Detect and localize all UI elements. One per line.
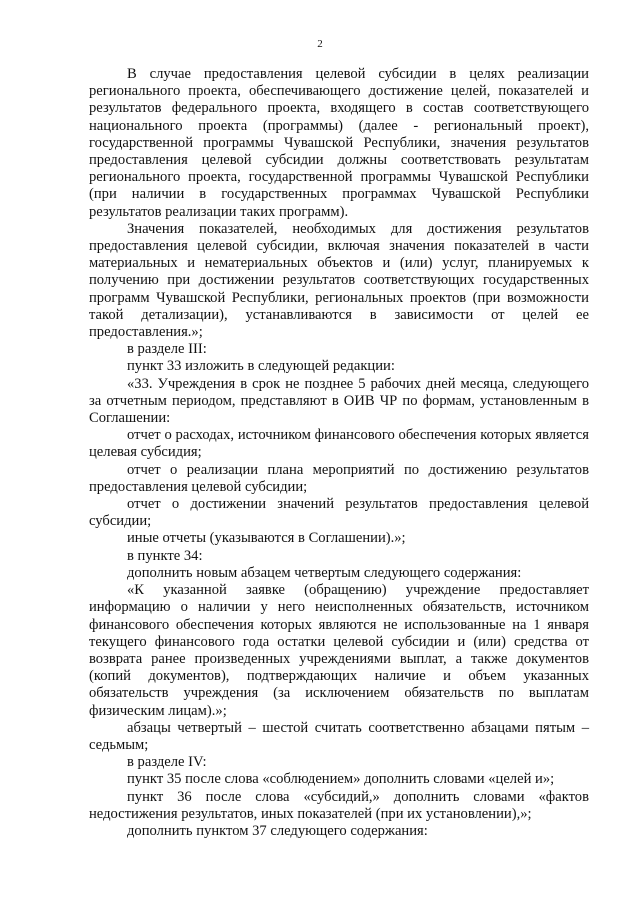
paragraph: дополнить пунктом 37 следующего содержания: <box>127 822 428 839</box>
paragraph: в разделе III: <box>127 341 207 358</box>
paragraph: иные отчеты (указываются в Соглашении).»; <box>127 530 406 547</box>
paragraph: «33. Учреждения в срок не позднее 5 рабочих дней месяца, следующего за отчетным периодом, представляют в ОИВ ЧР по формам, установленным в Соглашении: <box>89 375 589 427</box>
paragraph: Значения показателей, необходимых для достижения результатов предоставления целевой субсидии, включая значения показателей в части материальных и нематериальных объектов и (или) услуг, планируемых к получению при достижении результатов соответствующих государственных программ Чувашской Республики, региональных проектов (при возможности такой детализации), устанавливаются в зависимости от целей ее предоставления.»; <box>89 220 589 341</box>
paragraph: абзацы четвертый – шестой считать соответственно абзацами пятым – седьмым; <box>89 719 589 753</box>
paragraph: отчет о достижении значений результатов предоставления целевой субсидии; <box>89 496 589 530</box>
paragraph: дополнить новым абзацем четвертым следующего содержания: <box>127 564 522 581</box>
paragraph: пункт 36 после слова «субсидий,» дополнить словами «фактов недостижения результатов, иных показателей (при их установлении),»; <box>89 788 589 822</box>
page-number: 2 <box>317 38 323 50</box>
paragraph: отчет о реализации плана мероприятий по достижению результатов предоставления целевой субсидии; <box>89 461 589 495</box>
paragraph: пункт 35 после слова «соблюдением» дополнить словами «целей и»; <box>127 771 555 788</box>
document-body <box>89 66 589 840</box>
paragraph: в разделе IV: <box>127 754 207 771</box>
paragraph: в пункте 34: <box>127 547 203 564</box>
paragraph: пункт 33 изложить в следующей редакции: <box>127 358 395 375</box>
paragraph: «К указанной заявке (обращению) учреждение предоставляет информацию о наличии у него неисполненных обязательств, источником финансового обеспечения которых являются не использованные на 1 января текущего финансового года остатки целевой субсидии и (или) средства от возврата ранее произведенных учреждениями выплат, а также документов (копий документов), подтверждающих наличие и объем указанных обязательств учреждения (за исключением обязательств по выплатам физическим лицам).»; <box>89 582 589 719</box>
paragraph: В случае предоставления целевой субсидии в целях реализации регионального проекта, обеспечивающего достижение целей, показателей и результатов федерального проекта, входящего в состав соответствующего национального проекта (программы) (далее - региональный проект), государственной программы Чувашской Республики, значения результатов предоставления целевой субсидии должны соответствовать результатам регионального проекта, государственной программы Чувашской Республики (при наличии в государственных программах Чувашской Республики результатов реализации таких программ). <box>89 66 589 220</box>
paragraph: отчет о расходах, источником финансового обеспечения которых является целевая субсидия; <box>89 427 589 461</box>
